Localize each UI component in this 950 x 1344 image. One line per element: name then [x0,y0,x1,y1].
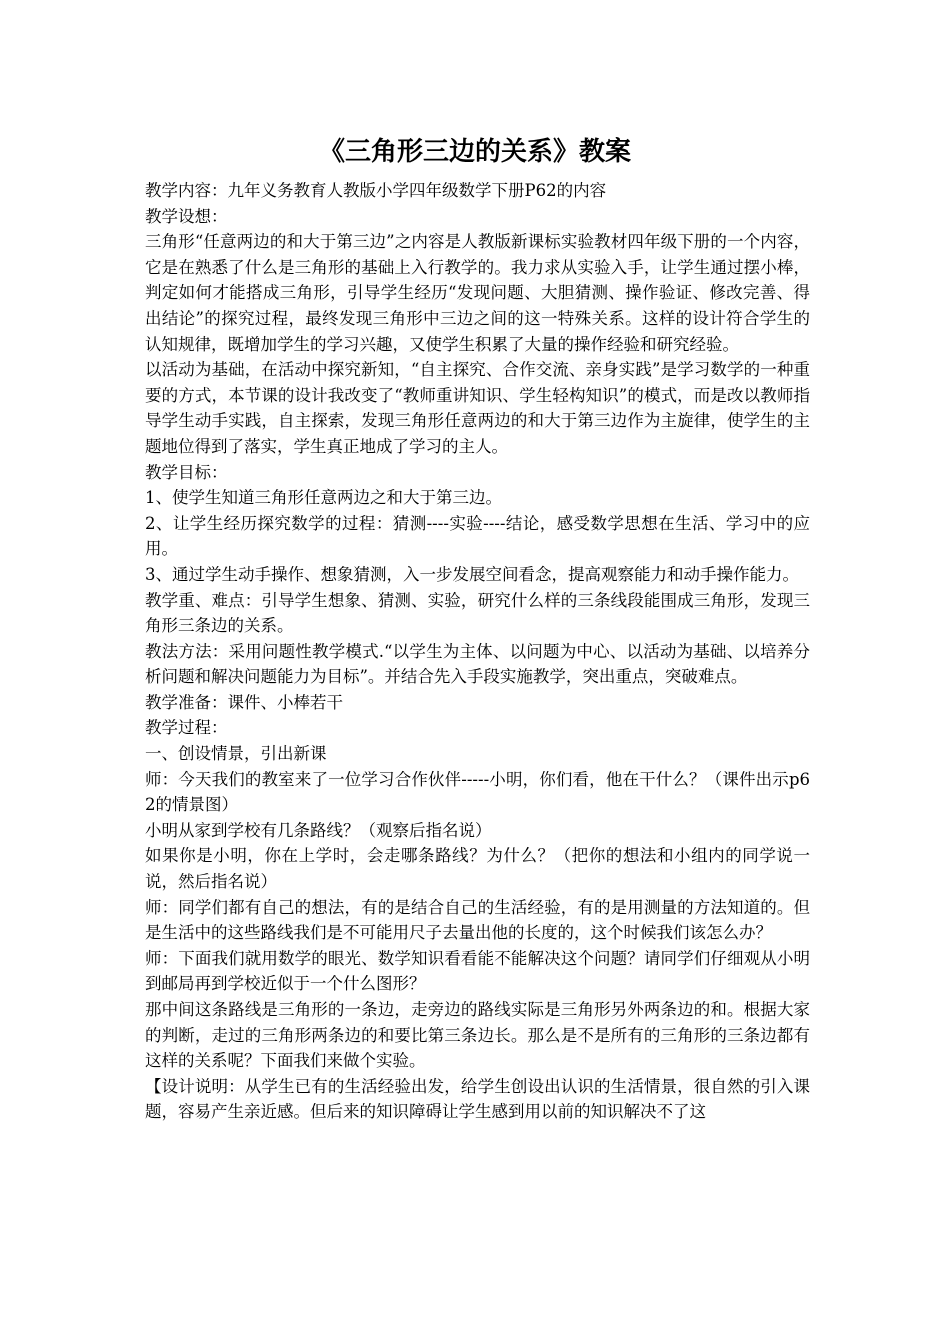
paragraph-teaching-content: 教学内容：九年义务教育人教版小学四年级数学下册P62的内容 [145,181,607,200]
document-title: 《三角形三边的关系》教案 [318,137,631,167]
paragraph-process-4: 师：同学们都有自己的想法，有的是结合自己的生活经验，有的是用测量的方法知道的。但是生活中的这些路线我们是不可能用尺子去量出他的长度的，这个时候我们该怎么办？ [145,897,810,943]
paragraph-objectives-heading: 教学目标： [145,462,228,482]
paragraph-process-2: 小明从家到学校有几条路线？（观察后指名说） [145,820,492,840]
paragraph-objective-3: 3、通过学生动手操作、想象猜测，入一步发展空间看念，提高观察能力和动手操作能力。 [145,564,799,584]
paragraph-teaching-method: 教法方法：采用问题性教学模式.“以学生为主体、以问题为中心、以活动为基础、以培养分析问题和解决问题能力为目标”。并结合先入手段实施教学，突出重点，突破难点。 [145,641,810,687]
paragraph-process-3: 如果你是小明，你在上学时，会走哪条路线？为什么？（把你的想法和小组内的同学说一说，然后指名说） [145,846,810,892]
paragraph-preparation: 教学准备：课件、小棒若干 [145,692,343,712]
paragraph-teaching-idea-2: 以活动为基础，在活动中探究新知，“自主探究、合作交流、亲身实践”是学习数学的一种重要的方式，本节课的设计我改变了“教师重讲知识、学生轻构知识”的模式，而是改以教师指导学生动手实践，自主探索，发现三角形任意两边的和大于第三边作为主旋律，使学生的主题地位得到了落实，学生真正地成了学习的主人。 [145,360,810,456]
paragraph-teaching-idea-heading: 教学设想： [145,206,228,226]
document-body [145,178,810,1125]
paragraph-process-5: 师：下面我们就用数学的眼光、数学知识看看能不能解决这个问题？请同学们仔细观从小明到邮局再到学校近似于一个什么图形？ [145,948,810,994]
paragraph-process-1: 师：今天我们的教室来了一位学习合作伙伴-----小明，你们看，他在干什么？（课件出示p62的情景图） [145,769,810,815]
paragraph-process-6: 那中间这条路线是三角形的一条边，走旁边的路线实际是三角形另外两条边的和。根据大家的判断，走过的三角形两条边的和要比第三条边长。那么是不是所有的三角形的三条边都有这样的关系呢？下面我们来做个实验。 [145,1000,810,1071]
paragraph-teaching-idea-1: 三角形“任意两边的和大于第三边”之内容是人教版新课标实验教材四年级下册的一个内容，它是在熟悉了什么是三角形的基础上入行教学的。我力求从实验入手，让学生通过摆小棒，判定如何才能搭成三角形，引导学生经历“发现问题、大胆猜测、操作验证、修改完善、得出结论”的探究过程，最终发现三角形中三边之间的这一特殊关系。这样的设计符合学生的认知规律，既增加学生的学习兴趣，又使学生积累了大量的操作经验和研究经验。 [145,232,810,354]
paragraph-objective-1: 1、使学生知道三角形任意两边之和大于第三边。 [145,488,502,508]
paragraph-key-points: 教学重、难点：引导学生想象、猜测、实验，研究什么样的三条线段能围成三角形，发现三角形三条边的关系。 [145,590,810,636]
paragraph-process-heading: 教学过程： [145,718,228,738]
paragraph-design-note: 【设计说明：从学生已有的生活经验出发，给学生创设出认识的生活情景，很自然的引入课题，容易产生亲近感。但后来的知识障碍让学生感到用以前的知识解决不了这 [145,1076,810,1122]
paragraph-objective-2: 2、让学生经历探究数学的过程：猜测----实验----结论，感受数学思想在生活、学习中的应用。 [145,513,810,559]
paragraph-section-1-heading: 一、创设情景，引出新课 [145,744,327,764]
